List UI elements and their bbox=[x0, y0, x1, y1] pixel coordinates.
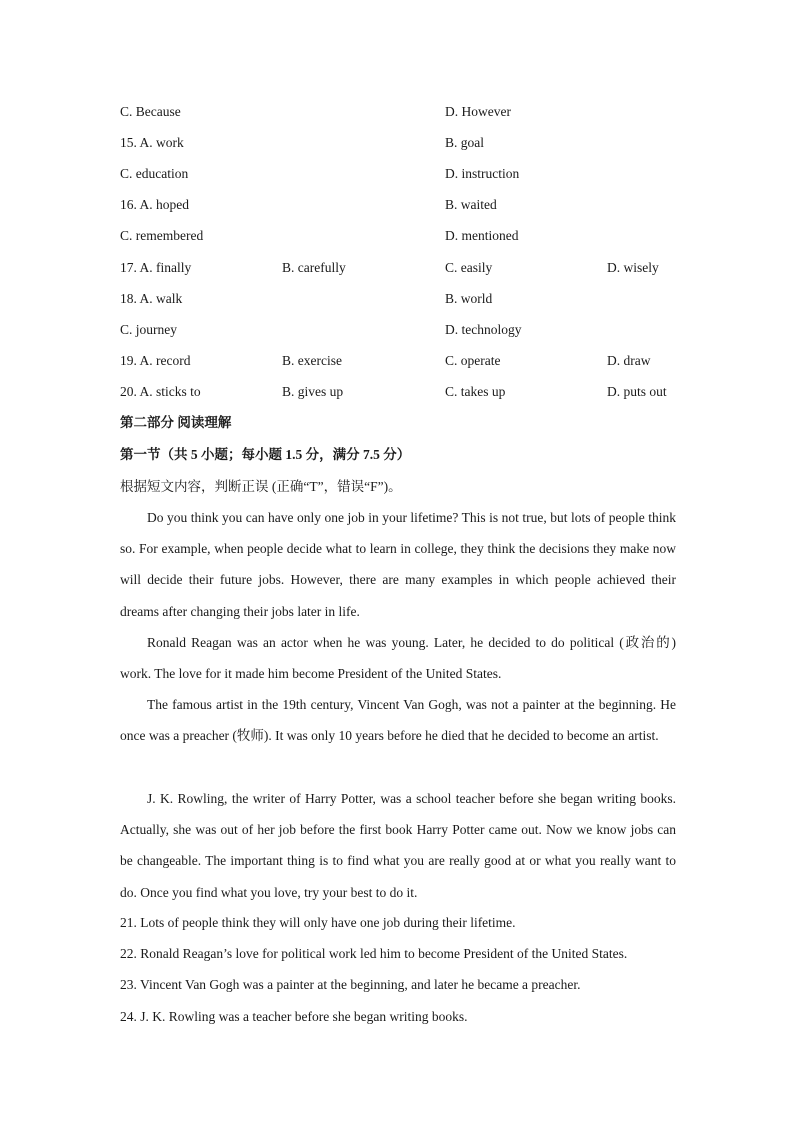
passage-paragraph-2: Ronald Reagan was an actor when he was young. Later, he decided to do political (政治的) work. The love for it made him become President of the United States. bbox=[120, 635, 676, 682]
passage-paragraph-3: The famous artist in the 19th century, Vincent Van Gogh, was not a painter at the beginning. He once was a preacher (牧师). It was only 10 years before he died that he decided to become an artist. bbox=[120, 697, 676, 744]
option-b: B. carefully bbox=[282, 260, 346, 275]
question-22: 22. Ronald Reagan’s love for political work led him to become President of the United States. bbox=[120, 946, 628, 961]
option-d: D. puts out bbox=[607, 384, 667, 399]
option-c: B. world bbox=[445, 291, 493, 306]
option-c: B. goal bbox=[445, 135, 484, 150]
part-title: 第二部分 阅读理解 bbox=[120, 415, 232, 430]
option-a: C. remembered bbox=[120, 228, 204, 243]
option-a: C. journey bbox=[120, 322, 177, 337]
option-b: B. gives up bbox=[282, 384, 344, 399]
option-a: 16. A. hoped bbox=[120, 197, 189, 212]
option-a: 17. A. finally bbox=[120, 260, 192, 275]
option-a: 19. A. record bbox=[120, 353, 191, 368]
question-21: 21. Lots of people think they will only have one job during their lifetime. bbox=[120, 915, 516, 930]
option-d: D. wisely bbox=[607, 260, 659, 275]
option-c: D. technology bbox=[445, 322, 522, 337]
question-24: 24. J. K. Rowling was a teacher before she began writing books. bbox=[120, 1009, 468, 1024]
option-c: D. instruction bbox=[445, 166, 520, 181]
option-b: B. exercise bbox=[282, 353, 342, 368]
option-a: C. education bbox=[120, 166, 189, 181]
option-c: B. waited bbox=[445, 197, 497, 212]
option-a: 18. A. walk bbox=[120, 291, 183, 306]
instruction: 根据短文内容，判断正误 (正确“T”，错误“F”)。 bbox=[120, 479, 402, 494]
option-c: C. easily bbox=[445, 260, 493, 275]
option-c: D. mentioned bbox=[445, 228, 519, 243]
section-title: 第一节（共 5 小题；每小题 1.5 分，满分 7.5 分） bbox=[120, 447, 411, 462]
option-a: 15. A. work bbox=[120, 135, 184, 150]
question-23: 23. Vincent Van Gogh was a painter at the beginning, and later he became a preacher. bbox=[120, 977, 581, 992]
option-d: D. draw bbox=[607, 353, 651, 368]
option-a: C. Because bbox=[120, 104, 181, 119]
option-c: C. takes up bbox=[445, 384, 506, 399]
passage-paragraph-1: Do you think you can have only one job in your lifetime? This is not true, but lots of people think so. For example, when people decide what to learn in college, they think the decisions they make now will decide their future jobs. However, there are many examples in which people achieved their dreams after changing their jobs later in life. bbox=[120, 510, 676, 619]
option-c: D. However bbox=[445, 104, 511, 119]
option-a: 20. A. sticks to bbox=[120, 384, 201, 399]
option-c: C. operate bbox=[445, 353, 501, 368]
passage-paragraph-4: J. K. Rowling, the writer of Harry Potter, was a school teacher before she began writing books. Actually, she was out of her job before the first book Harry Potter came out. Now we know jobs can be changeable. The important thing is to find what you are really good at or what you really want to do. Once you find what you love, try your best to do it. bbox=[120, 791, 676, 900]
